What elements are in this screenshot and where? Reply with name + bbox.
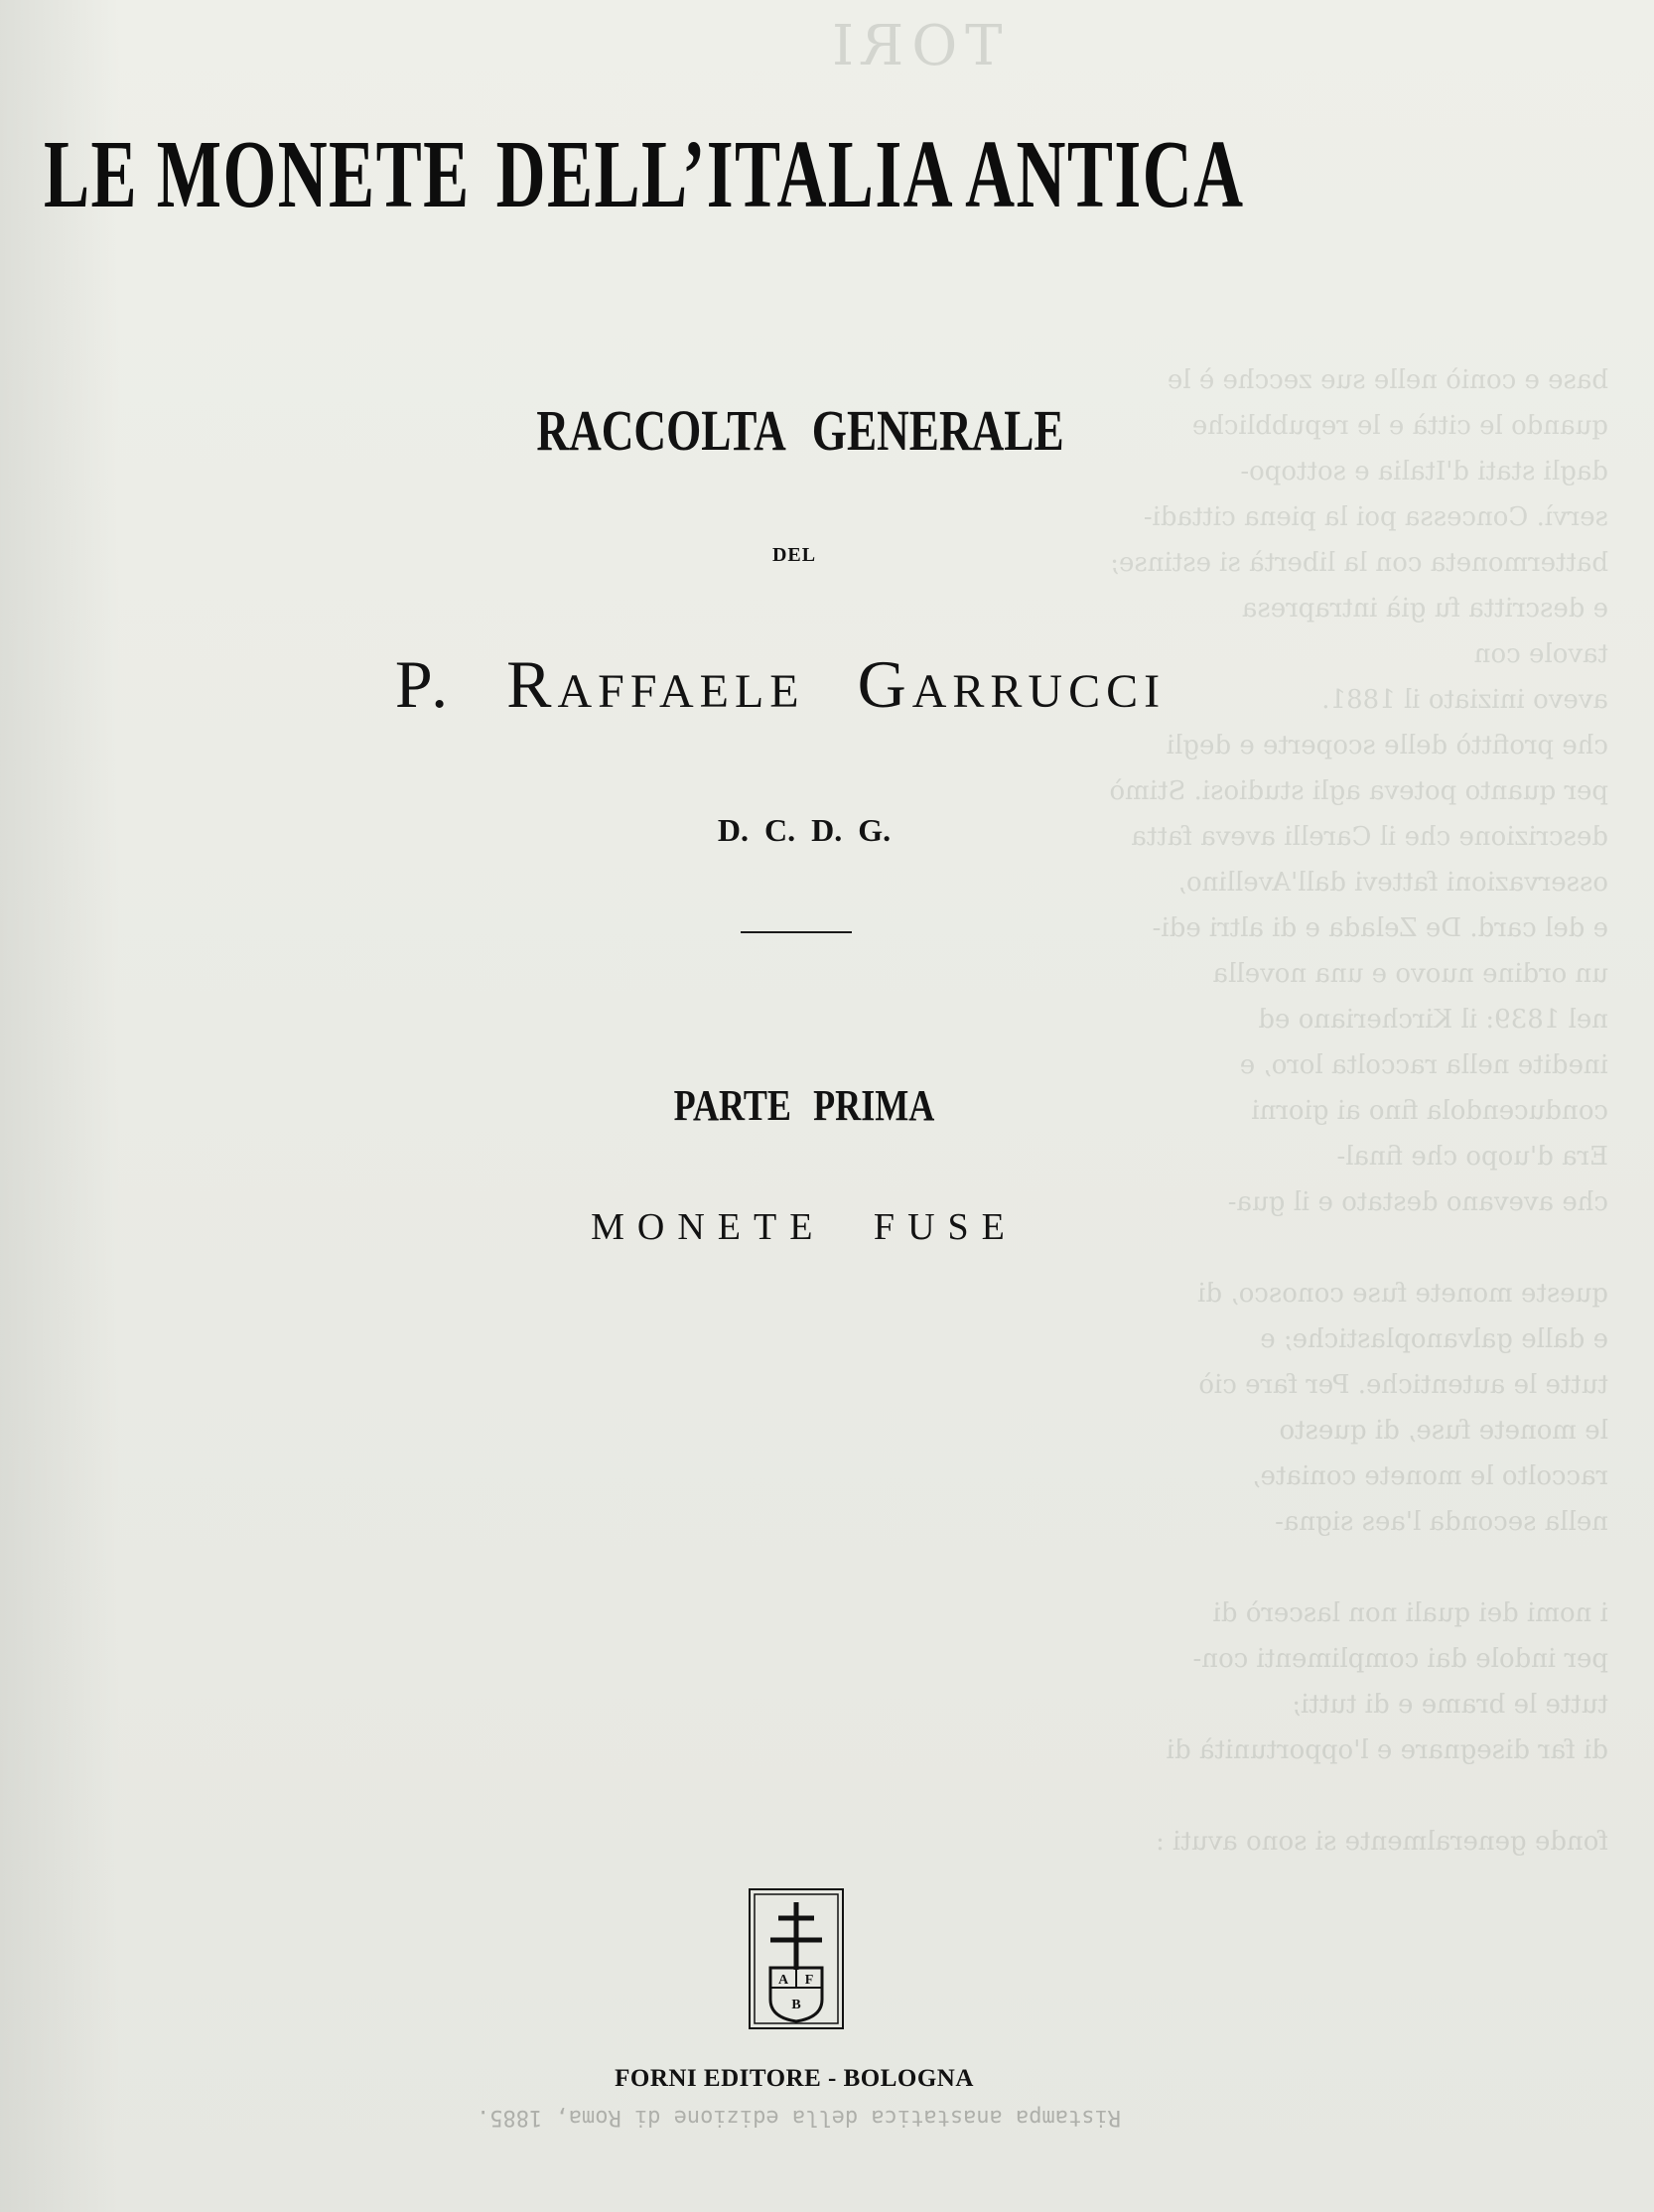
- bleed-through-line: per indole dai complimenti con-: [1192, 1644, 1608, 1674]
- bleed-through-header: TORI: [824, 14, 1003, 78]
- bleed-through-line: per quanto poteva agli studiosi. Stimò: [1109, 776, 1608, 806]
- book-title: [44, 117, 1245, 229]
- bleed-through-line: e dalle galvanoplastiche; e: [1260, 1324, 1608, 1354]
- bleed-through-line: di far disegnare e l'opportunità di: [1166, 1735, 1608, 1765]
- bleed-through-line: le monete fuse, di questo: [1279, 1416, 1608, 1446]
- bleed-through-line: nella seconda l'aes signa-: [1275, 1507, 1608, 1537]
- bleed-through-line: [973, 1773, 1608, 1819]
- logo-letter-a: A: [777, 1973, 789, 1988]
- preposition: DEL: [771, 544, 817, 566]
- part-subject: MONETE FUSE: [591, 1206, 1018, 1248]
- bleed-through-line: conducendola fino ai giorni: [1251, 1096, 1608, 1126]
- bleed-through-line: nel 1839: il Kircheriano ed: [1258, 1005, 1608, 1035]
- bleed-through-line: tavole con: [1473, 639, 1608, 669]
- logo-letter-f: F: [804, 1973, 814, 1988]
- bleed-through-line: quando le città e le repubbliche: [1191, 411, 1608, 441]
- book-title-part2: DELL’ITALIA ANTICA: [495, 119, 1245, 228]
- bleed-through-line: [973, 1545, 1608, 1590]
- bleed-through-line: battermoneta con la libertà si estinse;: [1110, 548, 1608, 578]
- bleed-through-line: e del card. De Zelada e di altri edi-: [1152, 913, 1608, 943]
- bleed-through-line: un ordine nuovo e una novella: [1212, 959, 1608, 989]
- bleed-through-line: Era d'uopo che final-: [1336, 1142, 1608, 1172]
- bleed-through-line: i nomi dei quali non lascerò di: [1212, 1598, 1608, 1628]
- bleed-through-line: base e coniò nelle sue zecche è le: [1167, 365, 1608, 395]
- bleed-through-line: inedite nella raccolta loro, e: [1239, 1050, 1608, 1080]
- bleed-through-line: tutte le brame e di tutti;: [1292, 1690, 1608, 1720]
- part-label: PARTE PRIMA: [673, 1081, 935, 1130]
- publisher-name: FORNI EDITORE - BOLOGNA: [615, 2065, 974, 2092]
- bleed-through-line: fonde generalmente si sono avuti :: [1156, 1827, 1608, 1857]
- order-initials: D. C. D. G.: [717, 812, 892, 848]
- bleed-through-line: osservazioni fattevi dall'Avellino,: [1177, 868, 1608, 898]
- book-title-part1: LE MONETE: [44, 119, 471, 228]
- bleed-through-line: che profittò delle scoperte e degli: [1166, 731, 1608, 760]
- subtitle: RACCOLTA GENERALE: [536, 398, 1064, 463]
- bleed-through-line: e descritta fu già intrapresa: [1241, 594, 1608, 623]
- bleed-through-line: descrizione che il Carelli aveva fatta: [1131, 822, 1608, 852]
- divider-rule: [741, 931, 852, 933]
- bleed-through-line: queste monete fuse conosco, di: [1197, 1279, 1608, 1309]
- publisher-logo-icon: [749, 1888, 844, 2029]
- bleed-through-text: [973, 357, 1608, 1865]
- bleed-through-footer: Ristampa anastatica della edizione di Roma, 1885.: [477, 2105, 1122, 2130]
- bleed-through-line: tutte le autentiche. Per fare ciò: [1198, 1370, 1608, 1400]
- bleed-through-line: servì. Concessa poi la piena cittadi-: [1143, 502, 1608, 532]
- logo-letter-b: B: [791, 1998, 801, 2012]
- bleed-through-line: avevo iniziato il 1881.: [1321, 685, 1608, 715]
- bleed-through-line: raccolto le monete coniate,: [1252, 1461, 1608, 1491]
- bleed-through-line: che avevano destato e il gua-: [1227, 1187, 1608, 1217]
- bleed-through-line: dagli stati d'Italia e sottopo-: [1240, 457, 1608, 486]
- author-name: P. Raffaele Garrucci: [394, 646, 1167, 722]
